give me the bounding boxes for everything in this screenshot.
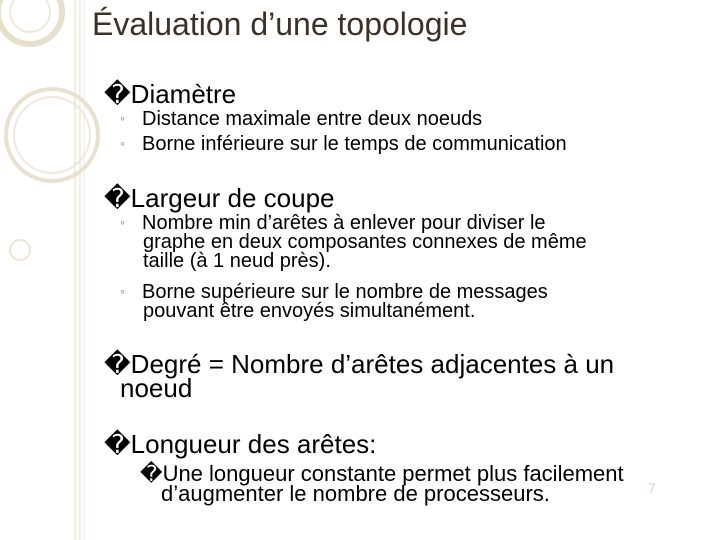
bullet-diametre [104, 79, 237, 109]
bullet-line: noeud [120, 373, 193, 403]
bullet-marker: � [104, 349, 131, 379]
circle-bullet-icon: ◦ [120, 283, 125, 299]
deco-circle-small [10, 240, 30, 260]
deco-circle-large [6, 89, 98, 181]
circle-bullet-icon: ◦ [120, 214, 125, 230]
deco-circle-top [0, 0, 62, 44]
sub-bullet-line: Nombre min d’arêtes à enlever pour diviser le [142, 212, 546, 234]
bullet-marker: � [104, 79, 131, 109]
slide-title: Évaluation d’une topologie [92, 6, 468, 42]
circle-bullet-icon: ◦ [120, 110, 125, 126]
sub-bullet-text: Borne inférieure sur le temps de communication [142, 133, 567, 155]
sub-bullet-borne-inferieure [120, 134, 567, 154]
sub-bullet-line: pouvant être envoyés simultanément. [143, 300, 476, 322]
bullet-marker: � [140, 461, 163, 486]
bullet-text: Longueur des arêtes: [130, 429, 377, 459]
sub-bullet-distance [120, 109, 482, 129]
sub-bullet-line: Borne supérieure sur le nombre de messages [142, 281, 548, 303]
sub-bullet-line: taille (à 1 neud près). [143, 250, 331, 272]
sub-bullet-line: graphe en deux composantes connexes de même [143, 231, 587, 253]
sub-bullet-line: d’augmenter le nombre de processeurs. [161, 481, 550, 506]
bullet-text: Diamètre [130, 79, 237, 109]
bullet-line: Degré = Nombre d’arêtes adjacentes à un [130, 349, 615, 379]
bullet-marker: � [104, 429, 131, 459]
sub-bullet-text: Distance maximale entre deux noeuds [142, 108, 483, 130]
bullet-largeur-de-coupe [104, 183, 335, 213]
bullet-degre [104, 349, 615, 403]
sub-bullet-nombre-min [120, 213, 587, 271]
circle-bullet-icon: ◦ [120, 135, 125, 151]
sub-bullet-longueur-constante [140, 461, 624, 506]
sub-bullet-borne-superieure [120, 282, 548, 321]
bullet-marker: � [104, 183, 131, 213]
sub-bullet-line: Une longueur constante permet plus facilement [162, 461, 624, 486]
bullet-text: Largeur de coupe [130, 183, 335, 213]
page-number: 7 [648, 480, 656, 496]
bullet-longueur-des-aretes [104, 429, 377, 459]
